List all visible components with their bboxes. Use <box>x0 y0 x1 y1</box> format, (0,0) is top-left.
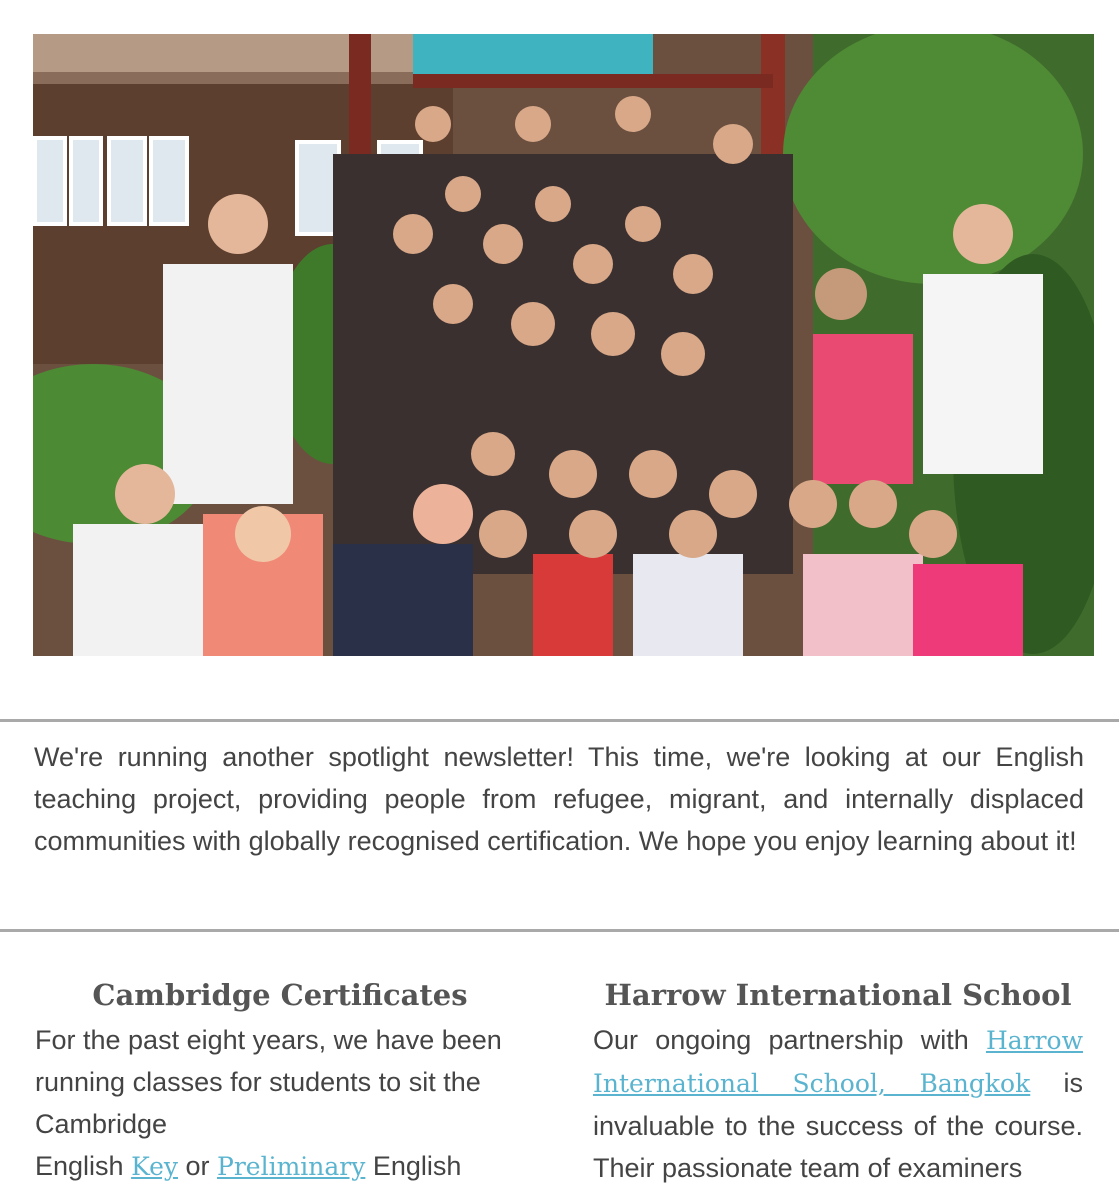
harrow-is: is <box>1030 1068 1083 1098</box>
cambridge-column <box>35 975 525 1188</box>
harrow-column <box>593 975 1083 1189</box>
cambridge-paragraph <box>35 1019 525 1188</box>
harrow-link[interactable]: Harrow International School, Bangkok <box>593 1026 1083 1098</box>
english-after: English <box>365 1151 462 1181</box>
harrow-heading: Harrow International School <box>604 978 1072 1012</box>
preliminary-link[interactable]: Preliminary <box>217 1152 366 1181</box>
harrow-rest: invaluable to the success of the course. Their passionate team of examiners <box>593 1111 1083 1183</box>
harrow-paragraph <box>593 1019 1083 1189</box>
cambridge-line1: For the past eight years, we have been running classes for students to sit the <box>35 1025 502 1097</box>
hero-photo <box>33 34 1094 656</box>
cambridge-heading: Cambridge Certificates <box>92 978 468 1012</box>
or-text: or <box>178 1151 218 1181</box>
key-link[interactable]: Key <box>131 1152 178 1181</box>
english-before: English <box>35 1151 132 1181</box>
divider-top <box>0 719 1119 722</box>
harrow-lead: Our ongoing partnership with <box>593 1025 986 1055</box>
intro-paragraph: We're running another spotlight newsletter! This time, we're looking at our English teaching project, providing people from refugee, migrant, and internally displaced communities with globally recognised certification. We hope you enjoy learning about it! <box>34 742 1084 856</box>
cambridge-word: Cambridge <box>35 1109 168 1139</box>
divider-bottom <box>0 929 1119 932</box>
